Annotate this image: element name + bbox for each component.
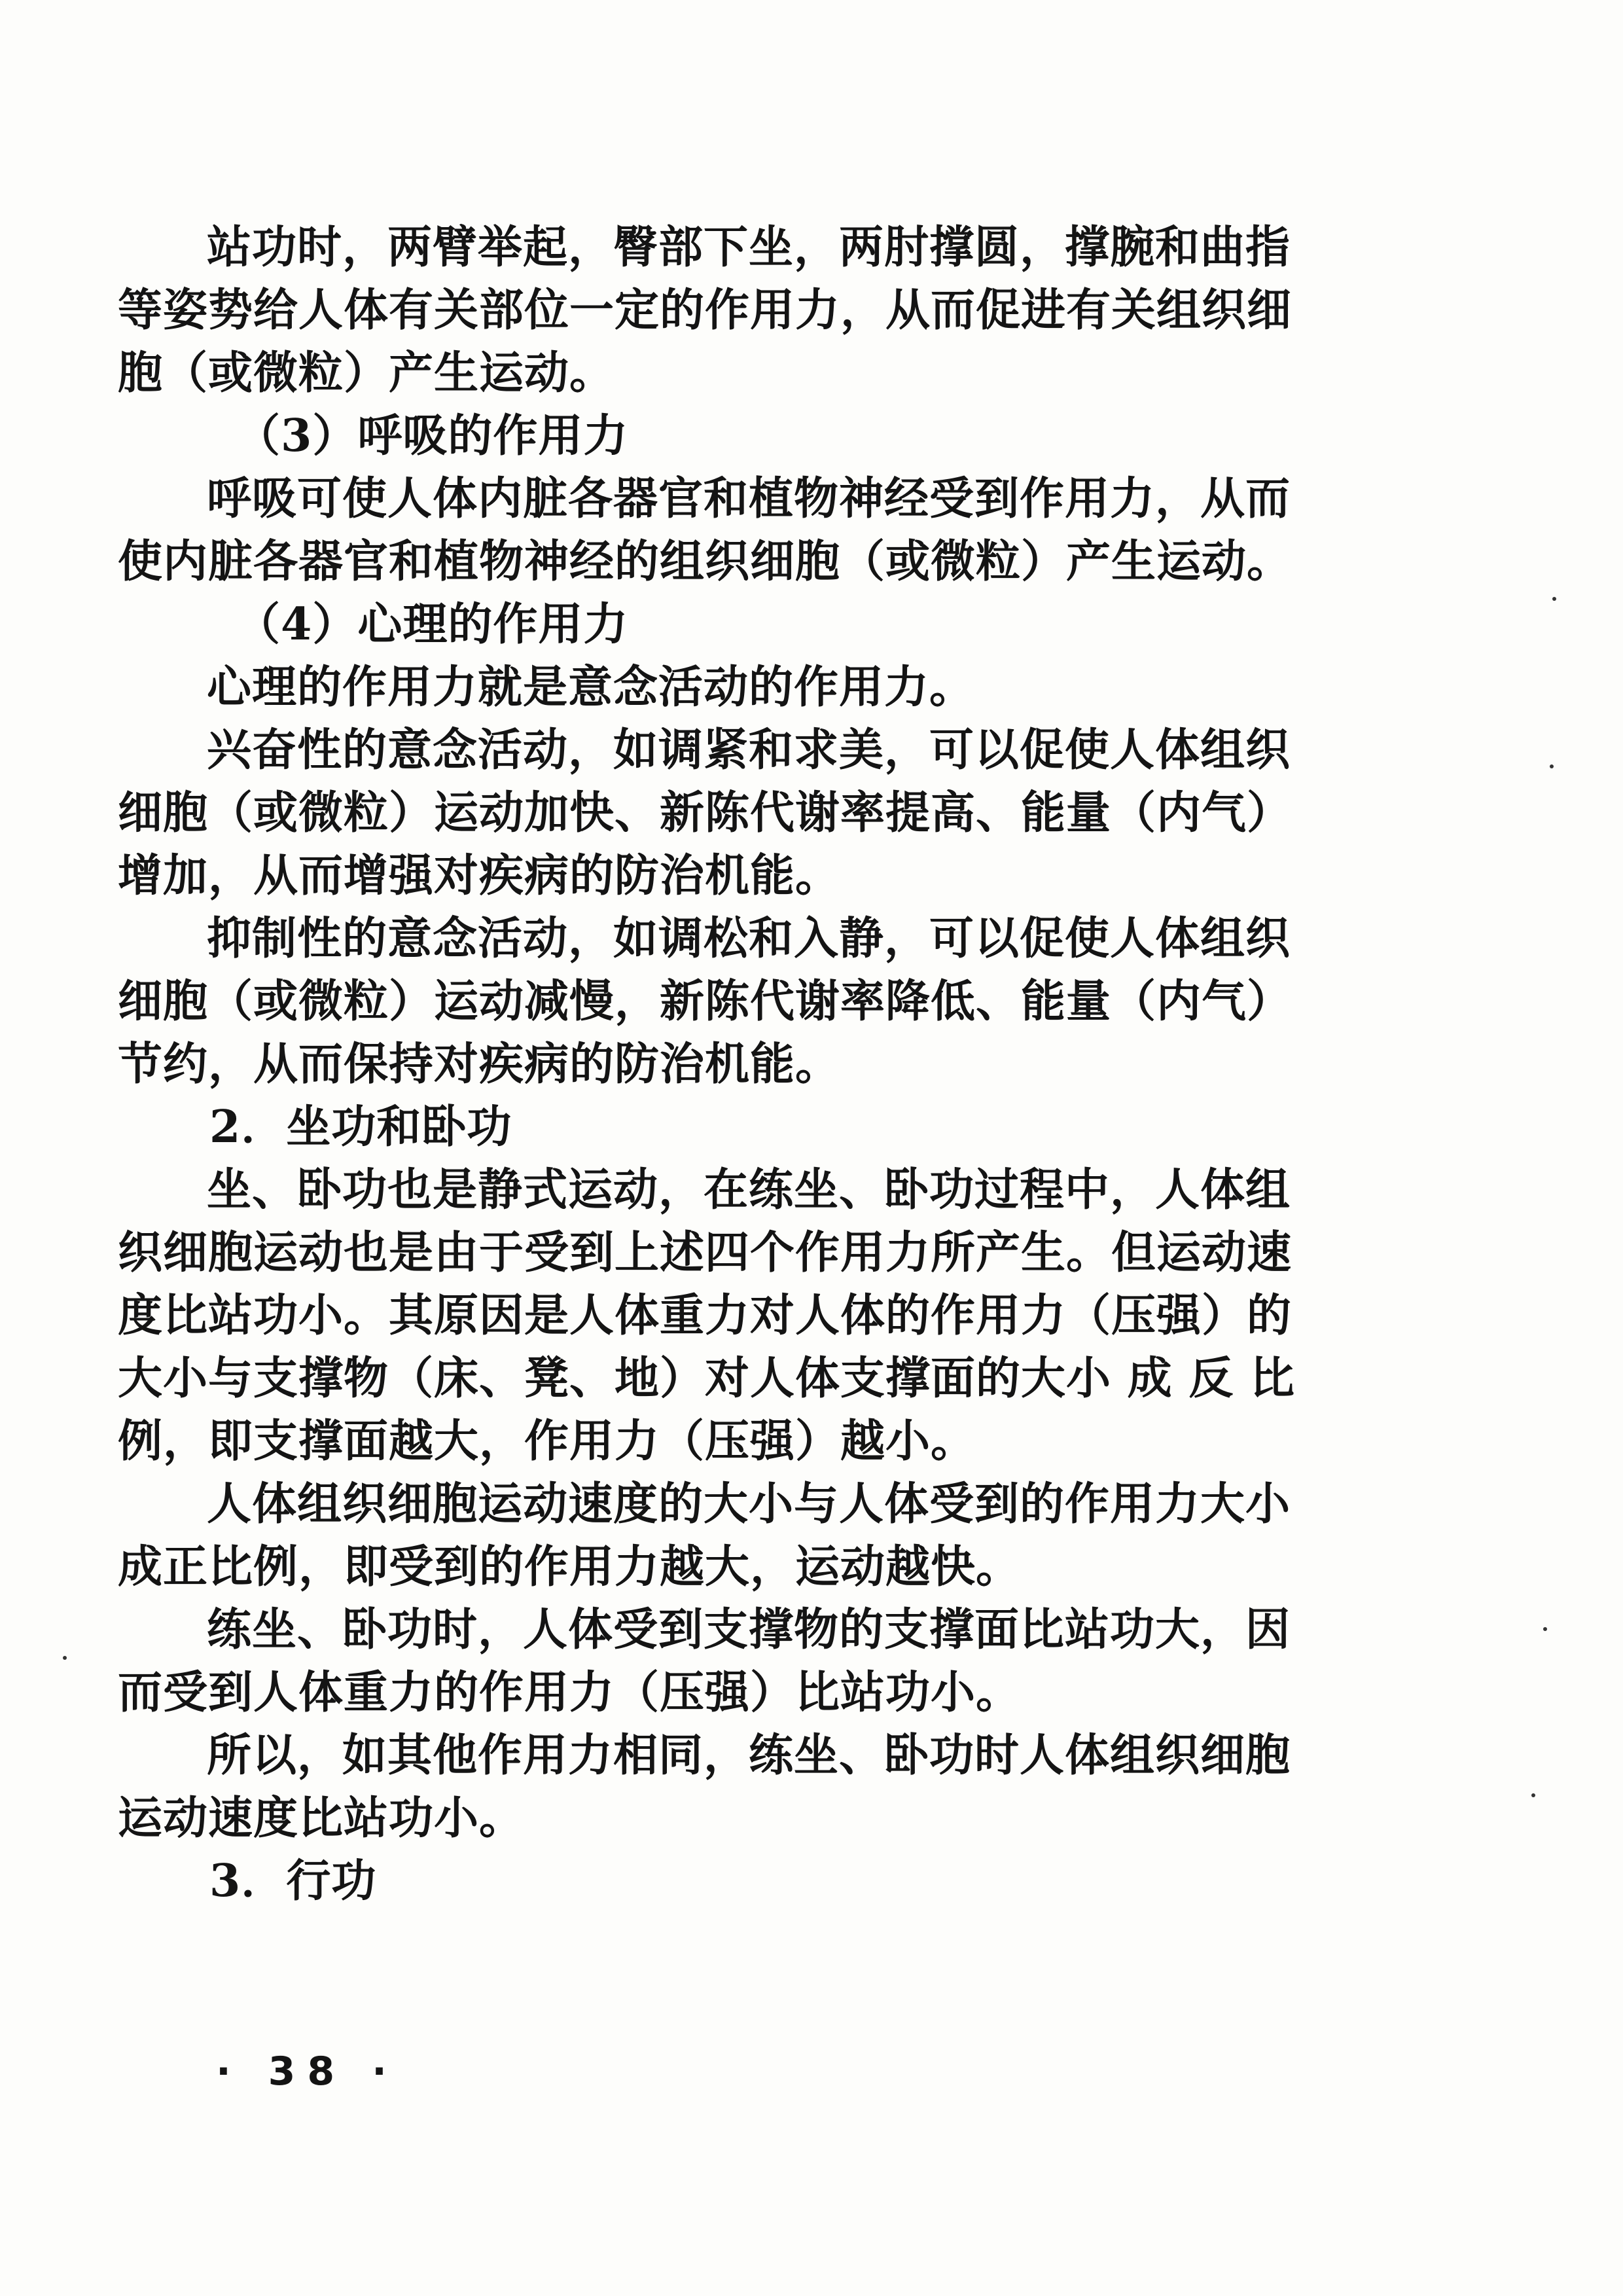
- body-text: [118, 216, 1348, 1912]
- text-line: 运动速度比站功小。: [118, 1792, 525, 1844]
- text-line: 而受到人体重力的作用力（压强）比站功小。: [118, 1666, 1022, 1719]
- page-number: · 38 ·: [216, 2049, 399, 2094]
- text-line: 呼吸可使人体内脏各器官和植物神经受到作用力，从而: [207, 473, 1291, 525]
- subheading-psychology: （4）心理的作用力: [236, 598, 629, 651]
- scan-speck: [63, 1656, 67, 1660]
- text-line: 成正比例，即受到的作用力越大，运动越快。: [118, 1541, 1022, 1593]
- text-line: 人体组织细胞运动速度的大小与人体受到的作用力大小: [207, 1478, 1291, 1530]
- scan-speck: [1550, 764, 1554, 768]
- text-line: 心理的作用力就是意念活动的作用力。: [207, 661, 975, 713]
- text-line: 织细胞运动也是由于受到上述四个作用力所产生。但运动速: [118, 1227, 1293, 1279]
- text-line: 兴奋性的意念活动，如调紧和求美，可以促使人体组织: [207, 724, 1291, 776]
- text-line: 站功时，两臂举起，臀部下坐，两肘撑圆，撑腕和曲指: [207, 221, 1291, 274]
- text-line: 练坐、卧功时，人体受到支撑物的支撑面比站功大，因: [207, 1604, 1291, 1656]
- section-heading-walking: 3．行功: [209, 1855, 377, 1907]
- scan-speck: [1531, 1793, 1535, 1797]
- text-line: 细胞（或微粒）运动减慢，新陈代谢率降低、能量（内气）: [118, 975, 1293, 1028]
- text-line: 增加，从而增强对疾病的防治机能。: [118, 850, 841, 902]
- text-line: 例，即支撑面越大，作用力（压强）越小。: [118, 1415, 976, 1467]
- text-line: 胞（或微粒）产生运动。: [118, 347, 615, 399]
- text-line: 大小与支撑物（床、凳、地）对人体支撑面的大小 成 反 比: [118, 1352, 1296, 1405]
- text-line: 坐、卧功也是静式运动，在练坐、卧功过程中，人体组: [207, 1164, 1291, 1216]
- text-line: 等姿势给人体有关部位一定的作用力，从而促进有关组织细: [118, 284, 1293, 336]
- scan-speck: [1552, 597, 1556, 601]
- section-heading-sitting-lying: 2．坐功和卧功: [209, 1101, 512, 1153]
- text-line: 使内脏各器官和植物神经的组织细胞（或微粒）产生运动。: [118, 535, 1293, 588]
- text-line: 节约，从而保持对疾病的防治机能。: [118, 1038, 841, 1090]
- text-line: 细胞（或微粒）运动加快、新陈代谢率提高、能量（内气）: [118, 787, 1293, 839]
- text-line: 度比站功小。其原因是人体重力对人体的作用力（压强）的: [118, 1289, 1293, 1342]
- subheading-breathing: （3）呼吸的作用力: [236, 410, 629, 462]
- scan-speck: [1543, 1627, 1547, 1631]
- text-line: 抑制性的意念活动，如调松和入静，可以促使人体组织: [207, 912, 1291, 965]
- text-line: 所以，如其他作用力相同，练坐、卧功时人体组织细胞: [207, 1729, 1291, 1782]
